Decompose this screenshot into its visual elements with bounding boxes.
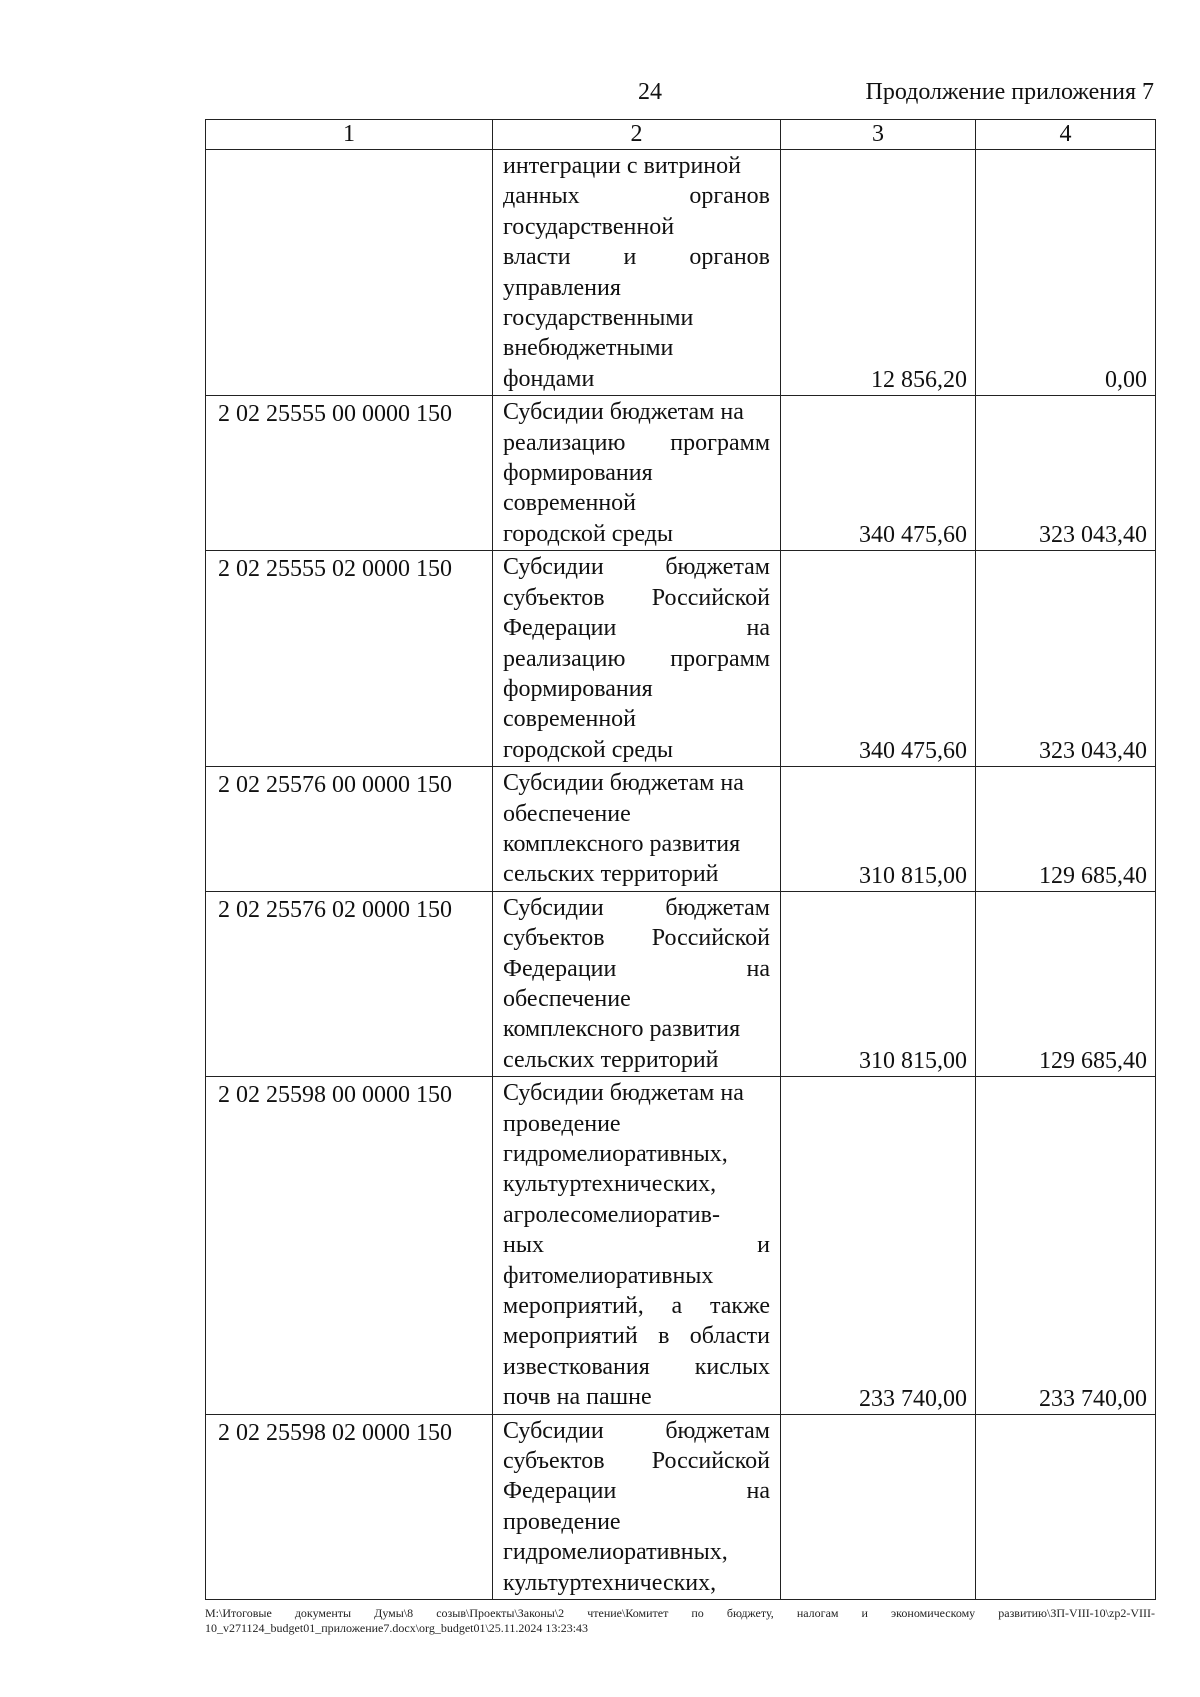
description-line: Субсидии бюджетам на bbox=[503, 770, 744, 797]
description-line: комплексного развития bbox=[503, 1016, 741, 1043]
description-line: Субсидии бюджетам на bbox=[503, 1080, 744, 1107]
page-number: 24 bbox=[638, 79, 662, 105]
amount-column-4-cell: 0,00 bbox=[976, 150, 1156, 396]
amount-column-4-cell: 129 685,40 bbox=[976, 767, 1156, 892]
amount-column-3-cell: 310 815,00 bbox=[781, 891, 976, 1076]
description-line: проведение bbox=[503, 1110, 621, 1137]
amount-column-3-cell bbox=[781, 1414, 976, 1599]
description-line: городской среды bbox=[503, 736, 674, 763]
appendix-continuation-label: Продолжение приложения 7 bbox=[865, 79, 1154, 105]
description-line: Субсидии бюджетам bbox=[503, 554, 770, 581]
description-line: Федерации на bbox=[503, 955, 770, 982]
description-line: фитомелиоративных bbox=[503, 1262, 714, 1289]
description-line: внебюджетными bbox=[503, 335, 674, 362]
description-line: субъектов Российской bbox=[503, 925, 770, 952]
description-line: гидромелиоративных, bbox=[503, 1141, 728, 1167]
document-file-path: M:\Итоговые документы Думы\8 созыв\Проекты\Законы\2 чтение\Комитет по бюджету, налогам и экономическому развитию\ЗП-VIII-10\zp2-VIII-10_v271124_budget01_приложение7.docx\org_budget01\25.11.2024 13:23:43 bbox=[205, 1606, 1155, 1635]
description-line: культуртехнических, bbox=[503, 1171, 717, 1198]
budget-code-cell: 2 02 25598 00 0000 150 bbox=[206, 1077, 493, 1414]
description-cell bbox=[493, 1077, 781, 1414]
description-line: мероприятий в области bbox=[503, 1323, 770, 1350]
table-row bbox=[206, 1077, 1156, 1414]
description-line: современной bbox=[503, 490, 637, 517]
amount-column-4-cell bbox=[976, 1414, 1156, 1599]
description-line: гидромелиоративных, bbox=[503, 1539, 728, 1566]
budget-code-cell: 2 02 25555 00 0000 150 bbox=[206, 396, 493, 551]
budget-code-cell: 2 02 25576 02 0000 150 bbox=[206, 891, 493, 1076]
description-line: фондами bbox=[503, 365, 595, 392]
description-line: субъектов Российской bbox=[503, 1448, 770, 1475]
description-line: сельских территорий bbox=[503, 861, 719, 888]
table-row bbox=[206, 767, 1156, 892]
description-line: мероприятий, а также bbox=[503, 1293, 770, 1320]
description-line: формирования bbox=[503, 675, 653, 702]
amount-column-4-cell: 323 043,40 bbox=[976, 551, 1156, 767]
description-line: обеспечение bbox=[503, 800, 631, 827]
description-cell bbox=[493, 551, 781, 767]
table-row bbox=[206, 891, 1156, 1076]
description-line: реализацию программ bbox=[503, 645, 770, 672]
description-line: агролесомелиоратив- bbox=[503, 1201, 720, 1228]
description-line: Субсидии бюджетам на bbox=[503, 399, 744, 426]
amount-column-4-cell: 323 043,40 bbox=[976, 396, 1156, 551]
description-line: современной bbox=[503, 706, 637, 733]
amount-column-3-cell: 233 740,00 bbox=[781, 1077, 976, 1414]
table-row bbox=[206, 1414, 1156, 1599]
description-line: государственными bbox=[503, 305, 694, 332]
column-header-4: 4 bbox=[976, 120, 1156, 150]
description-line: Субсидии бюджетам bbox=[503, 1417, 770, 1444]
description-line: культуртехнических, bbox=[503, 1569, 717, 1596]
description-line: городской среды bbox=[503, 520, 674, 547]
amount-column-4-cell: 233 740,00 bbox=[976, 1077, 1156, 1414]
table-row bbox=[206, 396, 1156, 551]
budget-table bbox=[205, 119, 1156, 1600]
description-line: интеграции с витриной bbox=[503, 153, 741, 179]
table-row bbox=[206, 150, 1156, 396]
amount-column-3-cell: 340 475,60 bbox=[781, 396, 976, 551]
description-cell bbox=[493, 767, 781, 892]
description-cell bbox=[493, 396, 781, 551]
budget-code-cell: 2 02 25555 02 0000 150 bbox=[206, 551, 493, 767]
description-line: комплексного развития bbox=[503, 830, 741, 857]
amount-column-3-cell: 340 475,60 bbox=[781, 551, 976, 767]
description-cell bbox=[493, 150, 781, 396]
description-line: проведение bbox=[503, 1508, 621, 1535]
column-header-3: 3 bbox=[781, 120, 976, 150]
amount-column-4-cell: 129 685,40 bbox=[976, 891, 1156, 1076]
description-line: субъектов Российской bbox=[503, 584, 770, 611]
description-line: Федерации на bbox=[503, 615, 770, 642]
budget-code-cell: 2 02 25576 00 0000 150 bbox=[206, 767, 493, 892]
description-line: власти и органов bbox=[503, 244, 770, 271]
description-line: государственной bbox=[503, 213, 675, 240]
table-row bbox=[206, 551, 1156, 767]
description-line: сельских территорий bbox=[503, 1046, 719, 1073]
description-line: управления bbox=[503, 274, 621, 301]
description-cell bbox=[493, 1414, 781, 1599]
description-cell bbox=[493, 891, 781, 1076]
column-header-2: 2 bbox=[493, 120, 781, 150]
description-line: почв на пашне bbox=[503, 1384, 652, 1411]
description-line: реализацию программ bbox=[503, 429, 770, 456]
description-line: Федерации на bbox=[503, 1478, 770, 1505]
description-line: ных и bbox=[503, 1232, 770, 1259]
description-line: Субсидии бюджетам bbox=[503, 894, 770, 921]
column-header-1: 1 bbox=[206, 120, 493, 150]
amount-column-3-cell: 310 815,00 bbox=[781, 767, 976, 892]
budget-code-cell: 2 02 25598 02 0000 150 bbox=[206, 1414, 493, 1599]
amount-column-3-cell: 12 856,20 bbox=[781, 150, 976, 396]
description-line: известкования кислых bbox=[503, 1353, 770, 1380]
description-line: данных органов bbox=[503, 183, 770, 210]
description-line: формирования bbox=[503, 460, 653, 487]
budget-code-cell bbox=[206, 150, 493, 396]
table-header-row bbox=[206, 120, 1156, 150]
description-line: обеспечение bbox=[503, 985, 631, 1012]
